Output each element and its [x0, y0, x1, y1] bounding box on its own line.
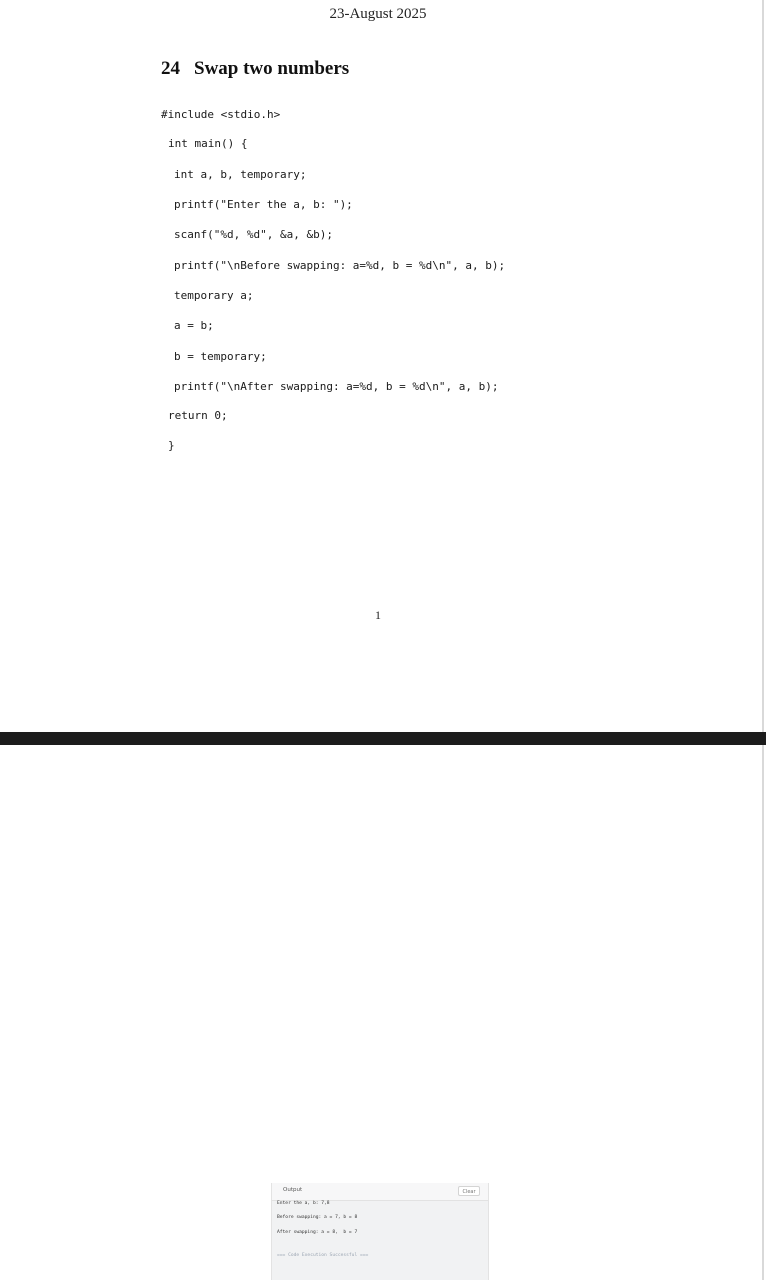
- page-separator: [0, 732, 766, 745]
- output-title: Output: [283, 1187, 303, 1193]
- code-line-return: return 0;: [168, 409, 228, 422]
- code-line-assign-a: a = b;: [174, 319, 214, 332]
- code-line-assign-b: b = temporary;: [174, 350, 267, 363]
- code-line-printf-prompt: printf("Enter the a, b: ");: [174, 198, 353, 211]
- code-line-declare: int a, b, temporary;: [174, 168, 307, 181]
- code-line-include: #include <stdio.h>: [161, 108, 281, 121]
- code-line-main: int main() {: [168, 137, 248, 150]
- code-line-scanf: scanf("%d, %d", &a, &b);: [174, 228, 333, 241]
- output-line-after: After swapping: a = 8, b = 7: [277, 1230, 358, 1235]
- output-status: === Code Execution Successful ===: [277, 1253, 369, 1258]
- code-line-temporary: temporary a;: [174, 289, 254, 302]
- code-line-printf-after: printf("\nAfter swapping: a=%d, b = %d\n", a, b);: [174, 380, 499, 393]
- output-header: [272, 1183, 488, 1201]
- output-line-before: Before swapping: a = 7, b = 8: [277, 1215, 358, 1220]
- output-line-input: Enter the a, b: 7,8: [277, 1201, 330, 1206]
- code-line-printf-before: printf("\nBefore swapping: a=%d, b = %d\n", a, b);: [174, 259, 506, 272]
- code-line-close-brace: }: [168, 439, 175, 452]
- header-date: 23-August 2025: [329, 6, 427, 22]
- page-number: 1: [375, 608, 381, 622]
- output-panel: [271, 1183, 489, 1280]
- section-number: 24: [161, 58, 180, 79]
- section-title: Swap two numbers: [194, 58, 350, 79]
- section-heading: [161, 58, 349, 80]
- clear-button[interactable]: Clear: [458, 1186, 480, 1196]
